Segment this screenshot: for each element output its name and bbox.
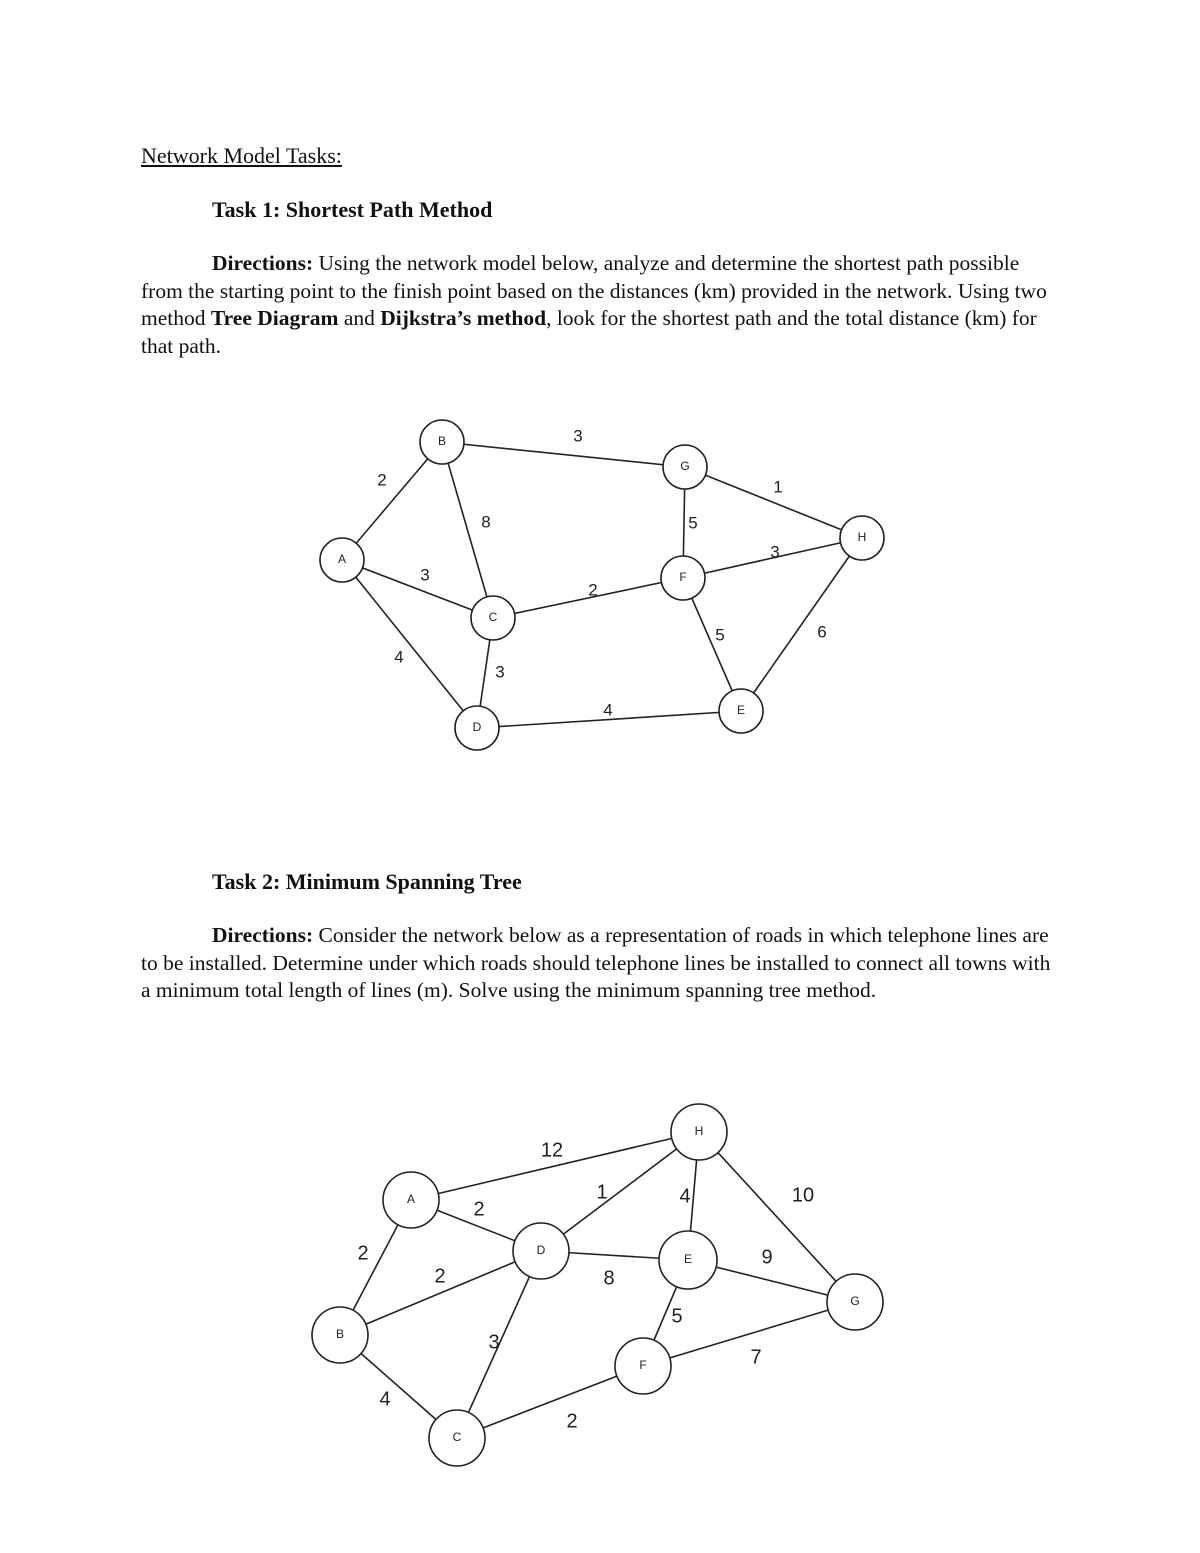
weight-e-f: 5: [671, 1305, 683, 1328]
node-e-label: E: [736, 703, 746, 718]
node-b-label: B: [437, 434, 447, 449]
weight-c-f: 2: [566, 1410, 578, 1433]
node-g-label: G: [850, 1294, 860, 1309]
task1-directions-text-2: and: [338, 306, 381, 330]
weight-a-d: 2: [473, 1198, 485, 1221]
node-h-label: H: [857, 530, 867, 545]
weight-b-d: 2: [434, 1265, 446, 1288]
node-c: [429, 1410, 485, 1466]
node-f: [615, 1338, 671, 1394]
node-g-label: G: [680, 459, 690, 474]
weight-a-b: 2: [357, 1242, 369, 1265]
edge-h-g: [699, 1132, 855, 1302]
weight-f-e: 5: [715, 625, 725, 645]
node-f-label: F: [679, 570, 687, 585]
node-d-label: D: [472, 720, 482, 735]
node-b-label: B: [335, 1327, 345, 1342]
task1-method-tree-diagram: Tree Diagram: [210, 306, 339, 330]
node-d-label: D: [536, 1243, 546, 1258]
weight-f-h: 3: [770, 542, 780, 562]
node-e-label: E: [683, 1252, 693, 1267]
weight-c-d: 3: [495, 662, 505, 682]
weight-g-h: 1: [773, 477, 783, 497]
weight-h-e: 4: [679, 1185, 691, 1208]
node-e: [659, 1231, 717, 1289]
weight-b-c: 4: [379, 1388, 391, 1411]
edge-b-d: [340, 1251, 541, 1335]
task1-directions-label: Directions:: [212, 251, 314, 275]
task1-title: Task 1: Shortest Path Method: [212, 197, 493, 222]
node-a: [383, 1172, 439, 1228]
weight-a-b: 2: [377, 470, 387, 490]
node-c-label: C: [488, 610, 498, 625]
node-h: [671, 1104, 727, 1160]
weight-e-g: 9: [761, 1246, 773, 1269]
weight-d-h: 1: [596, 1181, 608, 1204]
weight-a-h: 12: [540, 1139, 564, 1162]
node-b: [312, 1307, 368, 1363]
node-a-label: A: [337, 552, 347, 567]
weight-a-c: 3: [420, 565, 430, 585]
weight-f-g: 7: [750, 1346, 762, 1369]
weight-d-e: 8: [603, 1267, 615, 1290]
weight-c-f: 2: [588, 580, 598, 600]
weight-h-g: 10: [791, 1184, 815, 1207]
node-a-label: A: [406, 1192, 416, 1207]
weight-g-f: 5: [688, 513, 698, 533]
task2-title: Task 2: Minimum Spanning Tree: [212, 869, 522, 894]
weight-b-c: 8: [481, 512, 491, 532]
weight-a-d: 4: [394, 647, 404, 667]
task1-directions-text-3: , look for the shortest path and the total distance (km) for that path.: [141, 306, 1037, 358]
task2-directions-label: Directions:: [212, 923, 314, 947]
weight-h-e: 6: [817, 622, 827, 642]
task1-directions-text-1: Using the network model below, analyze and determine the shortest path possible from the starting point to the finish point based on the distances (km) provided in the network. Using two method: [141, 251, 1047, 330]
weight-b-g: 3: [573, 426, 583, 446]
page-title: Network Model Tasks:: [141, 143, 342, 168]
node-h-label: H: [694, 1124, 704, 1139]
node-c-label: C: [452, 1430, 462, 1445]
node-g: [827, 1274, 883, 1330]
weight-d-c: 3: [488, 1331, 500, 1354]
node-f-label: F: [639, 1358, 647, 1373]
node-d: [513, 1223, 569, 1279]
weight-d-e: 4: [603, 700, 613, 720]
task1-method-dijkstra: Dijkstra’s method: [380, 306, 547, 330]
task2-directions-text: Consider the network below as a representation of roads in which telephone lines are to be installed. Determine under which roads should telephone lines be installed to connect all towns with a minimum total length of lines (m). Solve using the minimum spanning tree method.: [141, 923, 1051, 1002]
